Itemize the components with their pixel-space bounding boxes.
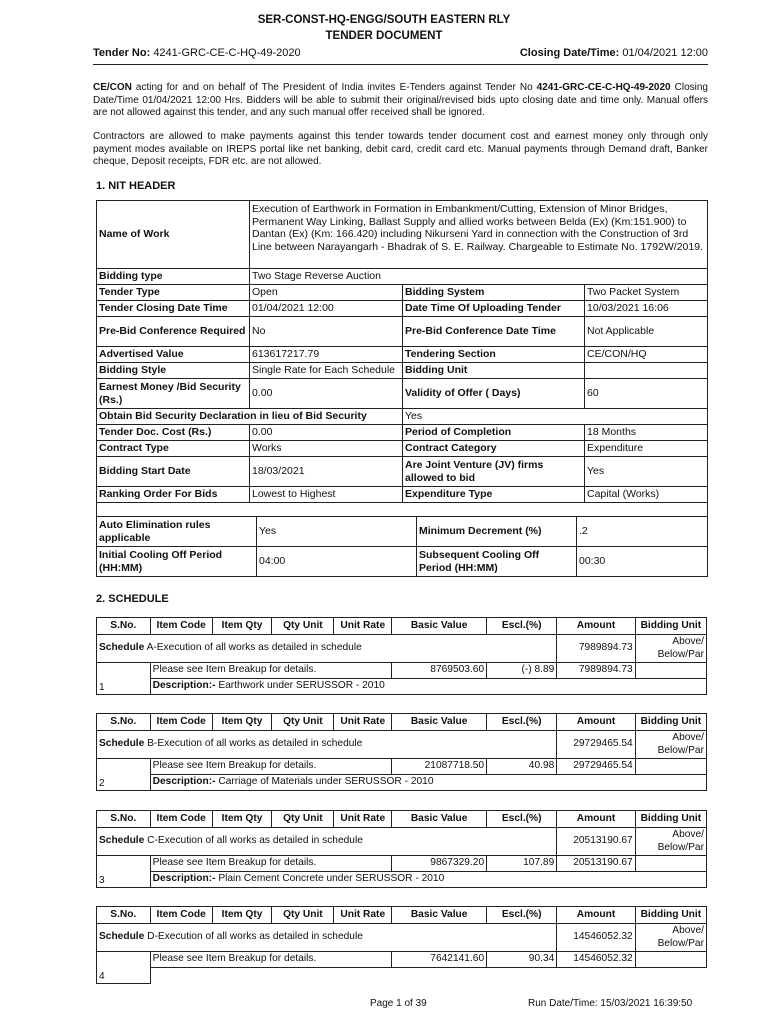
schedule-item-row <box>97 663 707 679</box>
schedule-name <box>97 924 557 952</box>
tender-number-label: Tender No: <box>93 47 151 59</box>
prebid-label: Pre-Bid Conference Required <box>97 317 250 347</box>
schedule-item-row <box>97 856 707 872</box>
table-row <box>97 379 708 409</box>
item-description <box>150 775 706 791</box>
table-row <box>97 517 708 547</box>
schedule-column-header: S.No. <box>97 811 151 828</box>
escalation-percent: (-) 8.89 <box>487 663 557 679</box>
item-text: Please see Item Breakup for details. <box>150 663 392 679</box>
uploading-value: 10/03/2021 16:06 <box>585 301 708 317</box>
table-row <box>97 347 708 363</box>
bidding-unit-line-1: Above/ <box>672 636 704 647</box>
schedule-description-row <box>97 872 707 888</box>
schedule-name <box>97 635 557 663</box>
bidding-type-label: Bidding type <box>97 269 250 285</box>
intro-text-a: acting for and on behalf of The President of India invites E-Tenders against Tender No <box>131 82 537 93</box>
validity-label: Validity of Offer ( Days) <box>403 379 585 409</box>
intro-tender-no: 4241-GRC-CE-C-HQ-49-2020 <box>536 82 671 93</box>
schedule-column-header: Amount <box>557 714 635 731</box>
schedule-total-amount: 7989894.73 <box>557 635 635 663</box>
item-text: Please see Item Breakup for details. <box>150 856 392 872</box>
bidding-system-value: Two Packet System <box>585 285 708 301</box>
table-row <box>97 363 708 379</box>
item-text: Please see Item Breakup for details. <box>150 759 392 775</box>
item-description <box>150 872 706 888</box>
tender-number-value: 4241-GRC-CE-C-HQ-49-2020 <box>153 47 301 59</box>
schedule-column-header: Unit Rate <box>334 811 392 828</box>
schedule-description: A-Execution of all works as detailed in schedule <box>146 642 362 654</box>
completion-value: 18 Months <box>585 425 708 441</box>
closing-date-value: 01/04/2021 12:00 <box>622 47 708 59</box>
item-amount: 29729465.54 <box>557 759 635 775</box>
schedule-b-table <box>96 713 707 791</box>
schedule-column-header: Basic Value <box>392 618 487 635</box>
schedule-total-amount: 20513190.67 <box>557 828 635 856</box>
escalation-percent: 107.89 <box>487 856 557 872</box>
schedule-column-header: Basic Value <box>392 714 487 731</box>
table-row <box>97 301 708 317</box>
schedule-column-header: Bidding Unit <box>635 811 706 828</box>
prebid-value: No <box>250 317 403 347</box>
closing-value: 01/04/2021 12:00 <box>250 301 403 317</box>
start-date-value: 18/03/2021 <box>250 457 403 487</box>
schedule-c-table <box>96 810 707 888</box>
tender-number <box>93 47 301 59</box>
schedule-name <box>97 731 557 759</box>
intro-paragraph-1 <box>93 82 708 120</box>
schedule-d-table <box>96 906 707 984</box>
bidding-unit-cell <box>635 828 706 856</box>
completion-label: Period of Completion <box>403 425 585 441</box>
schedule-header-row <box>97 811 707 828</box>
nit-header-title: 1. NIT HEADER <box>96 180 176 192</box>
schedule-header-row <box>97 714 707 731</box>
schedule-column-header: Unit Rate <box>334 907 392 924</box>
schedule-item-row <box>97 952 707 968</box>
bidding-system-label: Bidding System <box>403 285 585 301</box>
table-row <box>97 487 708 503</box>
prebid-date-value: Not Applicable <box>585 317 708 347</box>
description-word: Description:- <box>152 776 216 788</box>
schedule-total-amount: 29729465.54 <box>557 731 635 759</box>
bid-security-declaration-label: Obtain Bid Security Declaration in lieu of Bid Security <box>97 409 403 425</box>
description-word: Description:- <box>152 680 216 692</box>
bidding-unit-line-1: Above/ <box>672 925 704 936</box>
tender-type-value: Open <box>250 285 403 301</box>
schedule-column-header: Amount <box>557 618 635 635</box>
description-text: Earthwork under SERUSSOR - 2010 <box>218 680 385 692</box>
schedule-total-amount: 14546052.32 <box>557 924 635 952</box>
bidding-unit-label: Bidding Unit <box>403 363 585 379</box>
schedule-column-header: Escl.(%) <box>487 811 557 828</box>
item-bidding-unit <box>635 759 706 775</box>
bidding-unit-line-2: Below/Par <box>657 648 704 660</box>
item-description <box>150 679 706 695</box>
schedule-column-header: Item Qty <box>212 618 272 635</box>
table-row <box>97 425 708 441</box>
closing-date <box>520 47 708 59</box>
table-row <box>97 547 708 577</box>
schedule-column-header: Item Code <box>150 714 212 731</box>
schedule-column-header: Escl.(%) <box>487 907 557 924</box>
schedule-column-header: Unit Rate <box>334 618 392 635</box>
schedule-name <box>97 828 557 856</box>
table-row <box>97 457 708 487</box>
document-title: TENDER DOCUMENT <box>325 30 443 42</box>
intro-authority: CE/CON <box>93 82 132 93</box>
schedule-summary-row <box>97 731 707 759</box>
contract-type-label: Contract Type <box>97 441 250 457</box>
schedule-description-row <box>97 968 707 984</box>
bidding-unit-line-2: Below/Par <box>657 744 704 756</box>
bidding-unit-cell <box>635 731 706 759</box>
schedule-column-header: Qty Unit <box>272 714 334 731</box>
item-amount: 20513190.67 <box>557 856 635 872</box>
schedule-column-header: Escl.(%) <box>487 618 557 635</box>
schedule-column-header: Item Code <box>150 811 212 828</box>
schedule-column-header: Item Qty <box>212 907 272 924</box>
joint-venture-value: Yes <box>585 457 708 487</box>
bid-security-declaration-value: Yes <box>403 409 708 425</box>
schedule-column-header: S.No. <box>97 907 151 924</box>
advertised-value-label: Advertised Value <box>97 347 250 363</box>
schedule-column-header: Qty Unit <box>272 907 334 924</box>
serial-number: 1 <box>97 663 151 695</box>
table-row <box>97 409 708 425</box>
bidding-unit-line-2: Below/Par <box>657 841 704 853</box>
table-row <box>97 441 708 457</box>
bidding-type-value: Two Stage Reverse Auction <box>250 269 708 285</box>
schedule-a-table <box>96 617 707 695</box>
bidding-unit-line-1: Above/ <box>672 829 704 840</box>
schedule-column-header: Item Qty <box>212 714 272 731</box>
subsequent-cooling-label: Subsequent Cooling Off Period (HH:MM) <box>417 547 577 577</box>
auto-elimination-value: Yes <box>257 517 417 547</box>
uploading-label: Date Time Of Uploading Tender <box>403 301 585 317</box>
schedule-word: Schedule <box>99 738 145 750</box>
contract-category-value: Expenditure <box>585 441 708 457</box>
schedule-summary-row <box>97 635 707 663</box>
schedule-description-row <box>97 775 707 791</box>
prebid-date-label: Pre-Bid Conference Date Time <box>403 317 585 347</box>
schedule-column-header: Qty Unit <box>272 618 334 635</box>
ranking-value: Lowest to Highest <box>250 487 403 503</box>
name-of-work-label: Name of Work <box>97 201 250 269</box>
auto-elimination-label: Auto Elimination rules applicable <box>97 517 257 547</box>
bidding-style-value: Single Rate for Each Schedule <box>250 363 403 379</box>
name-of-work-value: Execution of Earthwork in Formation in Embankment/Cutting, Extension of Minor Bridges, Permanent Way Linking, Ballast Supply and allied works between Belda (Ex) (Km:151.900) to Dantan (Ex) (Km: 166.420) including Nikurseni Yard in connection with the Construction of 3rd Line between Narayangarh - Bhadrak of S. E. Railway. Chargeable to Estimate No. 1792W/2019. <box>250 201 708 269</box>
bidding-style-label: Bidding Style <box>97 363 250 379</box>
item-amount: 7989894.73 <box>557 663 635 679</box>
schedule-description-row <box>97 679 707 695</box>
schedule-column-header: Bidding Unit <box>635 907 706 924</box>
basic-value: 9867329.20 <box>392 856 487 872</box>
schedule-column-header: Bidding Unit <box>635 618 706 635</box>
contract-type-value: Works <box>250 441 403 457</box>
auction-table <box>96 516 708 577</box>
doc-cost-label: Tender Doc. Cost (Rs.) <box>97 425 250 441</box>
schedule-column-header: Item Qty <box>212 811 272 828</box>
schedule-item-row <box>97 759 707 775</box>
schedule-word: Schedule <box>99 931 145 943</box>
closing-label: Tender Closing Date Time <box>97 301 250 317</box>
tender-type-label: Tender Type <box>97 285 250 301</box>
minimum-decrement-value: .2 <box>577 517 708 547</box>
item-description <box>150 968 706 984</box>
basic-value: 7642141.60 <box>392 952 487 968</box>
validity-value: 60 <box>585 379 708 409</box>
page-number: Page 1 of 39 <box>370 998 427 1009</box>
escalation-percent: 40.98 <box>487 759 557 775</box>
escalation-percent: 90.34 <box>487 952 557 968</box>
description-text: Carriage of Materials under SERUSSOR - 2010 <box>218 776 434 788</box>
bidding-unit-cell <box>635 635 706 663</box>
initial-cooling-value: 04:00 <box>257 547 417 577</box>
organization-title: SER-CONST-HQ-ENGG/SOUTH EASTERN RLY <box>257 14 511 26</box>
schedule-column-header: Amount <box>557 907 635 924</box>
closing-date-label: Closing Date/Time: <box>519 47 620 59</box>
item-bidding-unit <box>635 856 706 872</box>
schedule-column-header: Escl.(%) <box>487 714 557 731</box>
schedule-header-row <box>97 618 707 635</box>
schedule-word: Schedule <box>99 835 145 847</box>
bidding-unit-line-2: Below/Par <box>657 937 704 949</box>
schedule-column-header: Qty Unit <box>272 811 334 828</box>
schedule-column-header: S.No. <box>97 714 151 731</box>
bidding-unit-value <box>585 363 708 379</box>
doc-cost-value: 0.00 <box>250 425 403 441</box>
expenditure-label: Expenditure Type <box>403 487 585 503</box>
schedule-summary-row <box>97 828 707 856</box>
item-amount: 14546052.32 <box>557 952 635 968</box>
schedule-summary-row <box>97 924 707 952</box>
schedule-header-row <box>97 907 707 924</box>
serial-number: 2 <box>97 759 151 791</box>
tendering-section-value: CE/CON/HQ <box>585 347 708 363</box>
schedule-column-header: Unit Rate <box>334 714 392 731</box>
nit-header-table <box>96 200 708 519</box>
item-text: Please see Item Breakup for details. <box>150 952 392 968</box>
schedule-column-header: Basic Value <box>392 811 487 828</box>
earnest-money-value: 0.00 <box>250 379 403 409</box>
schedule-word: Schedule <box>99 642 145 654</box>
intro-text-b: Closing Date/Time 01/04/2021 12:00 Hrs. Bidders will be able to submit their original/revised bids upto closing date and time only. Manual offers are not allowed against this tender, and any such manual offer received shall be ignored. <box>93 82 708 118</box>
intro-paragraph-2: Contractors are allowed to make payments against this tender towards tender document cost and earnest money only through only payment modes available on IREPS portal like net banking, debit card, credit card etc. Manual payments through Demand draft, Banker cheque, Deposit receipts, FDR etc. are not allowed. <box>93 131 708 167</box>
description-word: Description:- <box>152 873 216 885</box>
header-divider <box>93 64 708 65</box>
table-row <box>97 201 708 269</box>
run-date-time: Run Date/Time: 15/03/2021 16:39:50 <box>528 998 693 1009</box>
expenditure-value: Capital (Works) <box>585 487 708 503</box>
basic-value: 8769503.60 <box>392 663 487 679</box>
schedule-description: D-Execution of all works as detailed in schedule <box>147 931 363 943</box>
schedule-column-header: Item Code <box>150 618 212 635</box>
schedule-column-header: Item Code <box>150 907 212 924</box>
bidding-unit-cell <box>635 924 706 952</box>
schedule-column-header: S.No. <box>97 618 151 635</box>
table-row <box>97 285 708 301</box>
advertised-value: 613617217.79 <box>250 347 403 363</box>
schedule-column-header: Bidding Unit <box>635 714 706 731</box>
joint-venture-label: Are Joint Venture (JV) firms allowed to bid <box>403 457 585 487</box>
serial-number: 4 <box>97 952 151 984</box>
contract-category-label: Contract Category <box>403 441 585 457</box>
start-date-label: Bidding Start Date <box>97 457 250 487</box>
table-row <box>97 269 708 285</box>
description-text: Plain Cement Concrete under SERUSSOR - 2010 <box>218 873 445 885</box>
schedule-column-header: Amount <box>557 811 635 828</box>
serial-number: 3 <box>97 856 151 888</box>
initial-cooling-label: Initial Cooling Off Period (HH:MM) <box>97 547 257 577</box>
earnest-money-label: Earnest Money /Bid Security (Rs.) <box>97 379 250 409</box>
schedule-title: 2. SCHEDULE <box>96 593 169 605</box>
minimum-decrement-label: Minimum Decrement (%) <box>417 517 577 547</box>
schedule-column-header: Basic Value <box>392 907 487 924</box>
basic-value: 21087718.50 <box>392 759 487 775</box>
bidding-unit-line-1: Above/ <box>672 732 704 743</box>
schedule-description: B-Execution of all works as detailed in schedule <box>147 738 363 750</box>
ranking-label: Ranking Order For Bids <box>97 487 250 503</box>
table-row <box>97 317 708 347</box>
tendering-section-label: Tendering Section <box>403 347 585 363</box>
schedule-description: C-Execution of all works as detailed in schedule <box>147 835 363 847</box>
item-bidding-unit <box>635 663 706 679</box>
item-bidding-unit <box>635 952 706 968</box>
subsequent-cooling-value: 00:30 <box>577 547 708 577</box>
